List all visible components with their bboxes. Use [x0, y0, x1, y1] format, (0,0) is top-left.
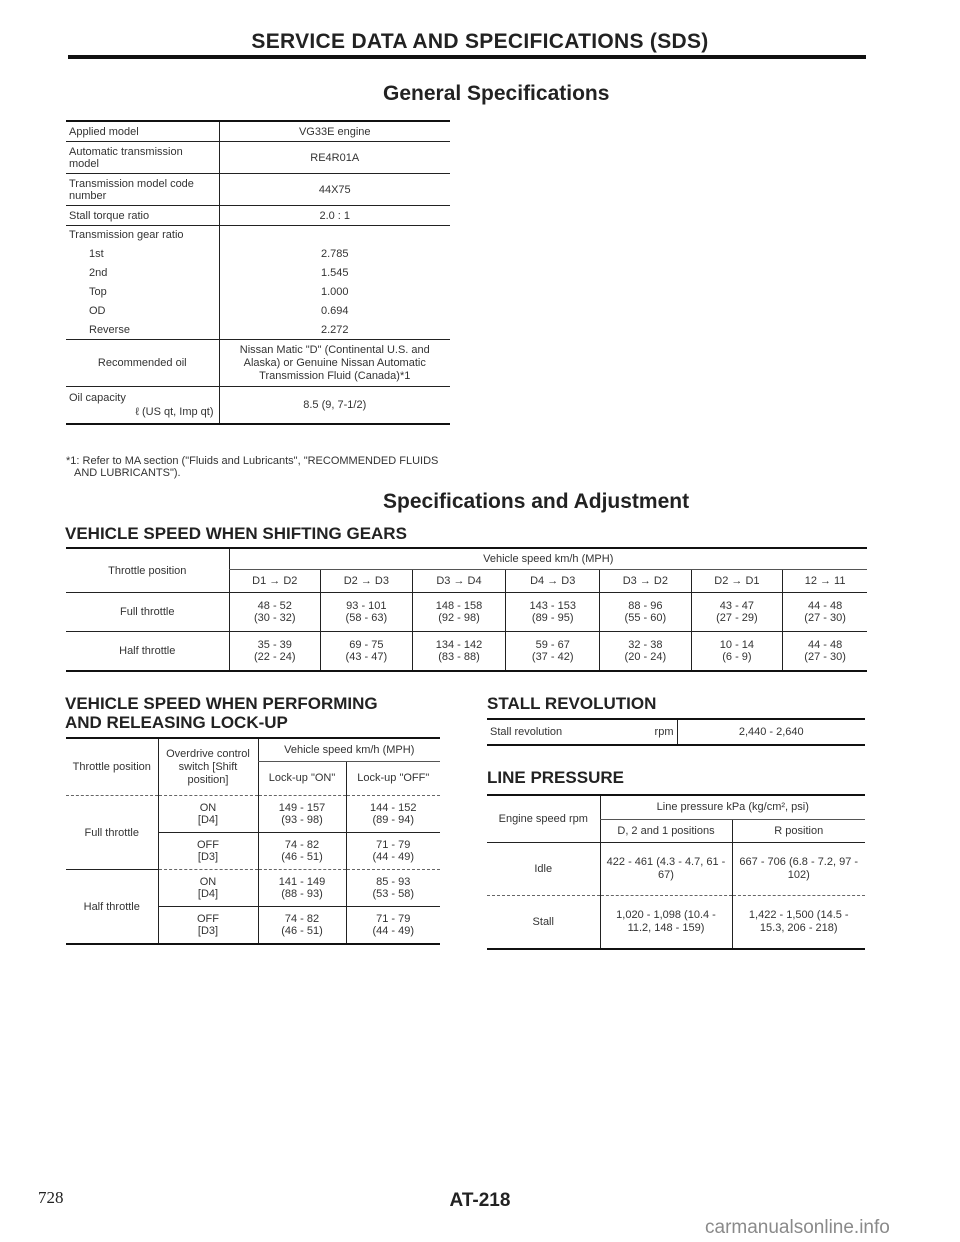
column-header: D4 → D3 — [506, 570, 600, 593]
cell-mph: (89 - 94) — [372, 814, 415, 826]
table-row — [66, 142, 450, 174]
column-header: D3 → D4 — [412, 570, 506, 593]
cell-mph: (89 - 95) — [531, 612, 574, 624]
shift-table — [66, 547, 867, 672]
stall-value: 2,440 - 2,640 — [677, 719, 865, 745]
gear-label: Reverse — [89, 323, 130, 336]
stall-unit: rpm — [654, 726, 674, 738]
gear-value: 0.694 — [219, 301, 450, 320]
gear-row — [66, 320, 450, 340]
cell-kmh: 143 - 153 — [529, 600, 576, 612]
cell-mph: (55 - 60) — [624, 612, 667, 624]
spec-adjust-title: Specifications and Adjustment — [383, 490, 690, 513]
cell-kmh: 149 - 157 — [278, 802, 326, 814]
cell-mph: (46 - 51) — [281, 925, 323, 937]
cell-mph: (44 - 49) — [372, 851, 415, 863]
gear-row — [66, 301, 450, 320]
cell-mph: (20 - 24) — [624, 651, 667, 663]
cell-mph: (27 - 30) — [804, 612, 846, 624]
stall-section-title: STALL REVOLUTION — [487, 694, 657, 713]
vehicle-speed-header: Vehicle speed km/h (MPH) — [258, 738, 440, 762]
table-row — [66, 340, 450, 387]
cell-mph: (92 - 98) — [438, 612, 480, 624]
cell-mph: (43 - 47) — [345, 651, 388, 663]
cell-mph: (83 - 88) — [438, 651, 480, 663]
cell-mph: (46 - 51) — [281, 851, 323, 863]
row-label: Stall torque ratio — [69, 209, 150, 222]
row-value: 44X75 — [219, 174, 450, 206]
oil-label: Recommended oil — [97, 357, 187, 369]
column-header: 12 → 11 — [783, 570, 867, 593]
shift-position: [D4] — [197, 888, 219, 900]
engine-speed-header: Engine speed rpm — [487, 795, 600, 843]
footnote: *1: Refer to MA section ("Fluids and Lubricants", "RECOMMENDED FLUIDS AND LUBRICANTS"). — [66, 455, 439, 479]
vehicle-speed-header: Vehicle speed km/h (MPH) — [229, 548, 867, 570]
lockup-title-line1: VEHICLE SPEED WHEN PERFORMING — [65, 694, 378, 713]
d-position-header: D, 2 and 1 positions — [600, 819, 732, 843]
d-pressure-value: 422 - 461 (4.3 - 4.7, 61 - 67) — [600, 843, 732, 896]
row-label: Idle — [534, 863, 553, 875]
group-label: Full throttle — [66, 796, 158, 870]
capacity-unit: ℓ (US qt, Imp qt) — [135, 406, 214, 418]
group-label: Half throttle — [66, 870, 158, 945]
lockup-table — [66, 737, 440, 945]
table-row — [66, 174, 450, 206]
column-header: D2 → D3 — [321, 570, 413, 593]
cell-kmh: 32 - 38 — [628, 639, 663, 651]
general-specs-table — [66, 120, 450, 425]
lockup-title-line2: AND RELEASING LOCK-UP — [65, 713, 288, 732]
table-row — [66, 593, 867, 632]
row-label: Full throttle — [120, 606, 175, 618]
cell-mph: (44 - 49) — [372, 925, 415, 937]
gear-value: 2.785 — [219, 244, 450, 263]
cell-mph: (30 - 32) — [253, 612, 296, 624]
line-pressure-title: LINE PRESSURE — [487, 768, 624, 787]
table-row — [66, 226, 450, 245]
row-label: Half throttle — [119, 645, 176, 657]
general-specs-title: General Specifications — [383, 82, 610, 105]
column-header: D1 → D2 — [229, 570, 321, 593]
table-row — [66, 206, 450, 226]
cell-kmh: 69 - 75 — [349, 639, 384, 651]
cell-kmh: 93 - 101 — [346, 600, 387, 612]
gear-value: 2.272 — [219, 320, 450, 340]
cell-mph: (27 - 30) — [804, 651, 846, 663]
watermark: carmanualsonline.info — [705, 1217, 890, 1238]
table-row — [66, 796, 440, 833]
row-label: Automatic transmission model — [69, 145, 183, 170]
lockup-off-header: Lock-up "OFF" — [346, 762, 440, 796]
lockup-on-header: Lock-up "ON" — [258, 762, 346, 796]
cell-mph: (53 - 58) — [372, 888, 415, 900]
capacity-label: Oil capacity — [69, 392, 126, 404]
switch-state: OFF — [197, 839, 219, 851]
line-pressure-header: Line pressure kPa (kg/cm², psi) — [600, 795, 865, 819]
page-number-left: 728 — [38, 1188, 64, 1207]
table-row — [487, 896, 865, 950]
gear-ratio-label: Transmission gear ratio — [69, 229, 184, 241]
shift-position: [D3] — [197, 851, 219, 863]
capacity-value: 8.5 (9, 7-1/2) — [219, 387, 450, 425]
cell-kmh: 44 - 48 — [807, 639, 843, 651]
cell-kmh: 44 - 48 — [807, 600, 843, 612]
cell-kmh: 74 - 82 — [284, 913, 320, 925]
cell-mph: (93 - 98) — [281, 814, 323, 826]
cell-mph: (37 - 42) — [531, 651, 574, 663]
lockup-section-title — [65, 694, 378, 732]
page-header: SERVICE DATA AND SPECIFICATIONS (SDS) — [251, 30, 709, 53]
cell-kmh: 144 - 152 — [370, 802, 417, 814]
cell-kmh: 88 - 96 — [628, 600, 663, 612]
row-label: Applied model — [69, 125, 139, 138]
gear-row — [66, 263, 450, 282]
table-row — [66, 870, 440, 907]
cell-mph: (58 - 63) — [345, 612, 388, 624]
stall-label: Stall revolution — [490, 726, 563, 738]
column-header: D3 → D2 — [600, 570, 692, 593]
shift-position: [D4] — [197, 814, 219, 826]
table-row — [66, 121, 450, 142]
gear-label: 1st — [89, 247, 104, 260]
gear-value: 1.545 — [219, 263, 450, 282]
gear-label: OD — [89, 304, 106, 317]
row-label: Stall — [532, 916, 554, 928]
cell-kmh: 141 - 149 — [278, 876, 326, 888]
cell-kmh: 71 - 79 — [376, 913, 411, 925]
column-header: D2 → D1 — [691, 570, 783, 593]
row-label: Transmission model code number — [69, 177, 194, 202]
od-switch-header: Overdrive control switch [Shift position] — [158, 738, 258, 796]
table-row — [487, 719, 865, 745]
cell-kmh: 35 - 39 — [257, 639, 292, 651]
throttle-position-header: Throttle position — [66, 548, 229, 593]
switch-state: OFF — [197, 913, 219, 925]
cell-mph: (6 - 9) — [722, 651, 752, 663]
table-row — [66, 387, 450, 425]
shift-position: [D3] — [197, 925, 219, 937]
r-pressure-value: 667 - 706 (6.8 - 7.2, 97 - 102) — [732, 843, 865, 896]
oil-value: Nissan Matic "D" (Continental U.S. and Alaska) or Genuine Nissan Automatic Transmission Fluid (Canada)*1 — [219, 340, 450, 387]
cell-kmh: 10 - 14 — [719, 639, 755, 651]
cell-mph: (22 - 24) — [253, 651, 296, 663]
cell-kmh: 59 - 67 — [535, 639, 570, 651]
table-row — [66, 632, 867, 672]
page-number-center: AT-218 — [449, 1190, 511, 1211]
d-pressure-value: 1,020 - 1,098 (10.4 - 11.2, 148 - 159) — [600, 896, 732, 950]
gear-value: 1.000 — [219, 282, 450, 301]
r-position-header: R position — [732, 819, 865, 843]
table-row — [487, 843, 865, 896]
gear-label: Top — [89, 285, 107, 298]
cell-kmh: 148 - 158 — [435, 600, 483, 612]
gear-row — [66, 244, 450, 263]
header-rule — [68, 55, 866, 59]
switch-state: ON — [199, 802, 217, 814]
cell-kmh: 43 - 47 — [719, 600, 755, 612]
cell-mph: (27 - 29) — [716, 612, 758, 624]
row-value: VG33E engine — [219, 121, 450, 142]
gear-label: 2nd — [89, 266, 108, 279]
row-value: RE4R01A — [219, 142, 450, 174]
shift-section-title: VEHICLE SPEED WHEN SHIFTING GEARS — [65, 524, 407, 543]
r-pressure-value: 1,422 - 1,500 (14.5 - 15.3, 206 - 218) — [732, 896, 865, 950]
gear-row — [66, 282, 450, 301]
row-value: 2.0 : 1 — [219, 206, 450, 226]
cell-mph: (88 - 93) — [281, 888, 323, 900]
stall-table — [487, 718, 865, 746]
line-pressure-table — [487, 794, 865, 950]
throttle-position-header: Throttle position — [66, 738, 158, 796]
switch-state: ON — [199, 876, 217, 888]
cell-kmh: 71 - 79 — [376, 839, 411, 851]
cell-kmh: 85 - 93 — [376, 876, 411, 888]
cell-kmh: 74 - 82 — [284, 839, 320, 851]
cell-kmh: 134 - 142 — [435, 639, 483, 651]
cell-kmh: 48 - 52 — [257, 600, 292, 612]
